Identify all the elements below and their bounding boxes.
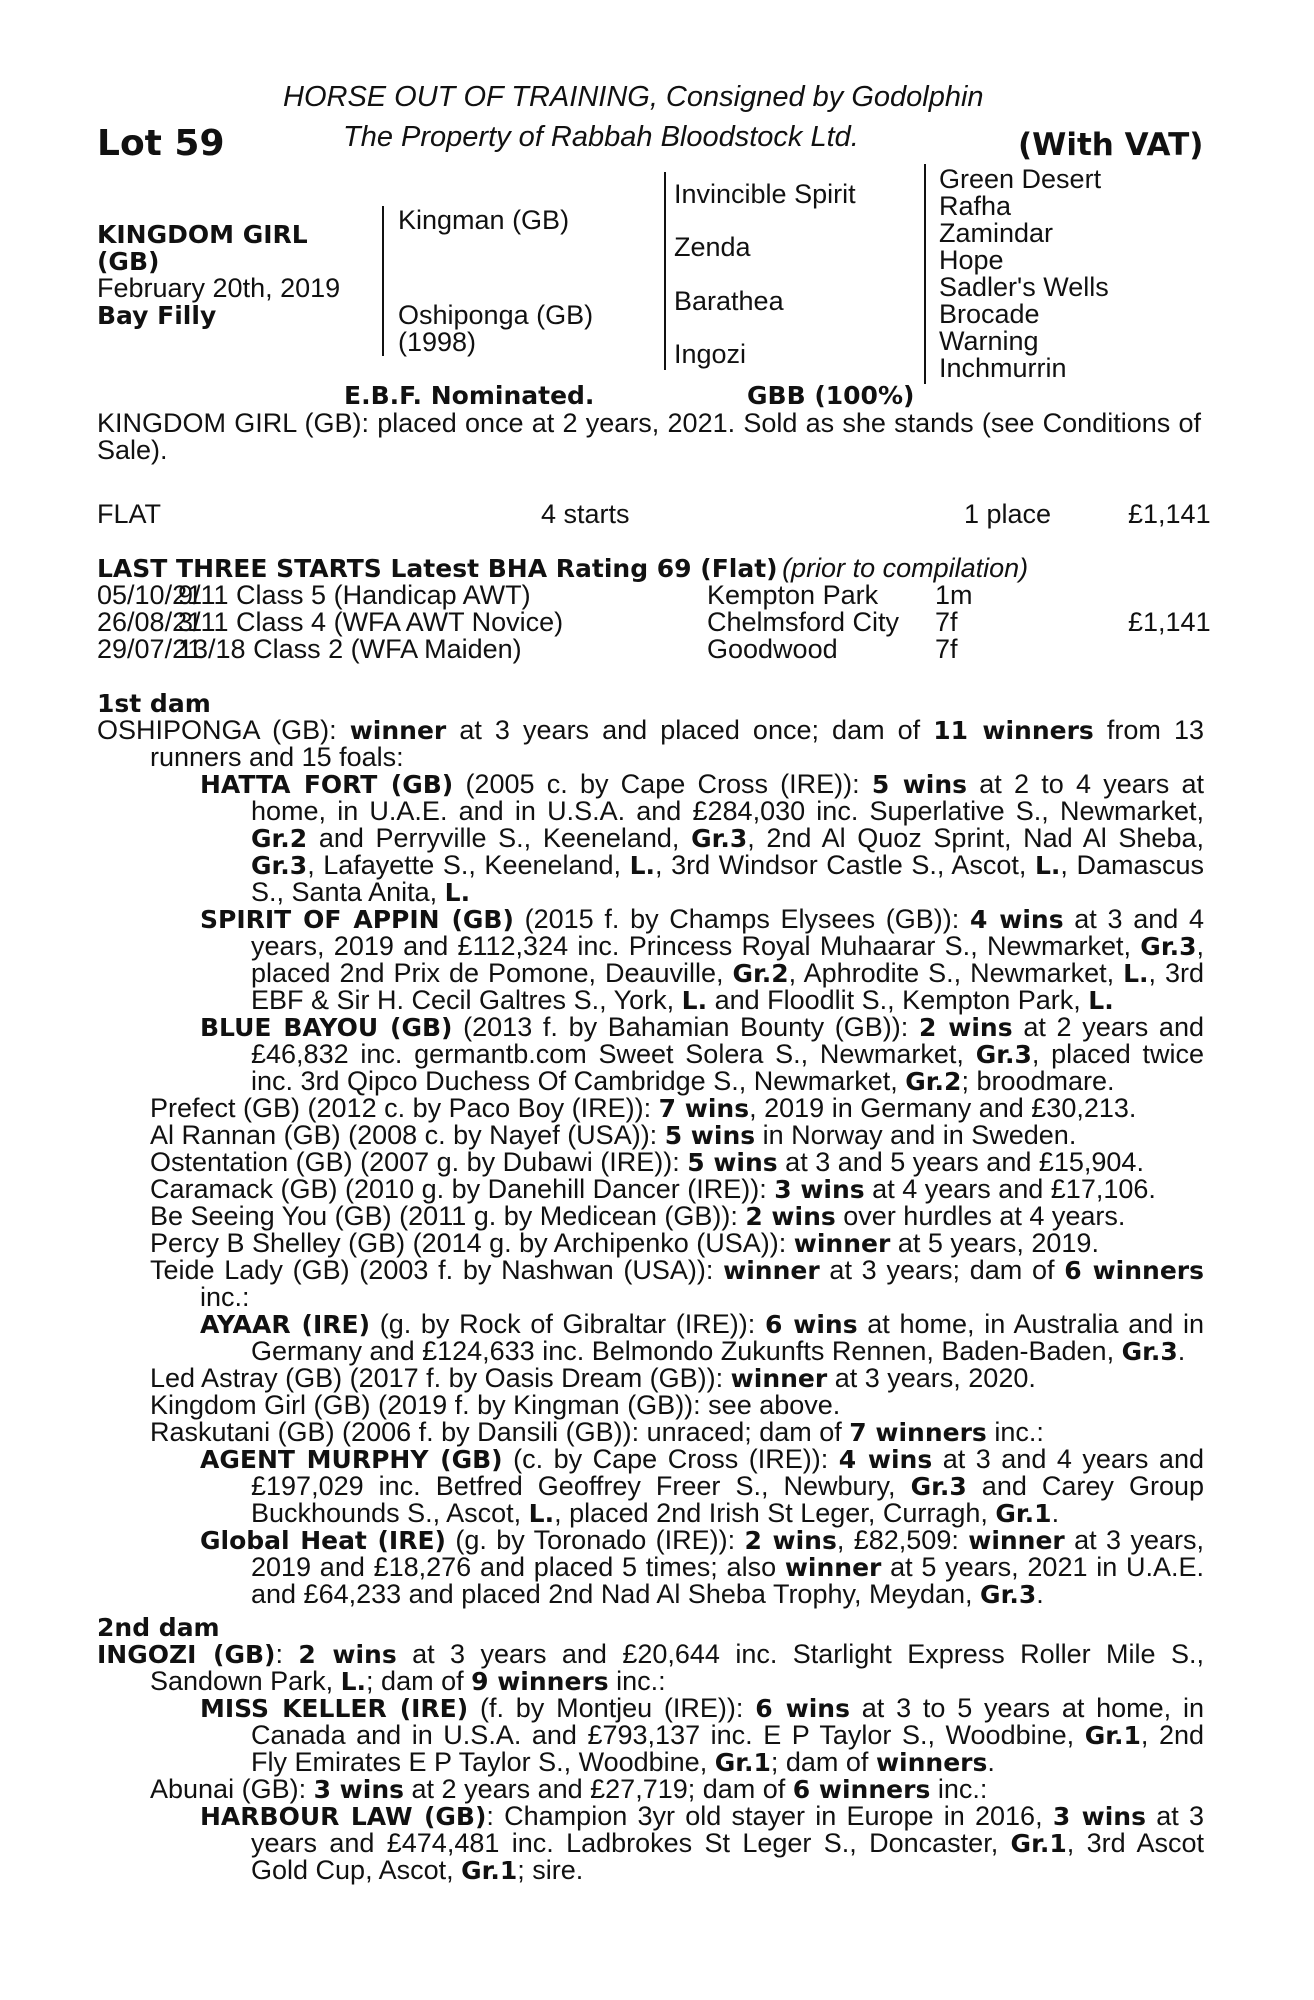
bold-text: 6 wins	[755, 1694, 850, 1723]
dam-year: (1998)	[398, 327, 477, 357]
bold-text: 7 wins	[658, 1094, 750, 1123]
bold-text: 2 wins	[744, 1526, 837, 1555]
bold-text: L.	[681, 986, 708, 1015]
bold-text: Gr.1	[461, 1856, 518, 1885]
bold-text: SPIRIT OF APPIN (GB)	[200, 905, 514, 934]
start-race: 3/11 Class 4 (WFA AWT Novice)	[178, 607, 564, 637]
horse-description: Bay Filly	[97, 301, 217, 330]
bold-text: L.	[340, 1667, 367, 1696]
bold-text: Gr.1	[995, 1499, 1052, 1528]
bold-text: winners	[875, 1748, 988, 1777]
second-dam-heading: 2nd dam	[97, 1613, 220, 1642]
bold-text: Gr.3	[251, 851, 308, 880]
last-starts-heading: LAST THREE STARTS Latest BHA Rating 69 (Flat)	[97, 554, 778, 583]
bold-text: Gr.3	[975, 1040, 1032, 1069]
g3-7: Warning	[939, 326, 1039, 356]
bold-text: 4 wins	[838, 1445, 933, 1474]
property-line: The Property of Rabbah Bloodstock Ltd.	[343, 121, 859, 153]
bold-text: Gr.3	[1140, 932, 1197, 961]
start-race: 9/11 Class 5 (Handicap AWT)	[178, 580, 531, 610]
bold-text: INGOZI (GB)	[97, 1640, 276, 1669]
record-starts: 4 starts	[541, 499, 630, 529]
g3-1: Green Desert	[939, 164, 1102, 194]
progeny-entry: Global Heat (IRE) (g. by Toronado (IRE)): 2 wins, £82,509: winner at 3 years, 2019 and £18,276 and placed 5 times; also winner at 5 years, 2021 in U.A.E. and £64,233 and placed 2nd Nad Al Sheba Trophy, Meydan, Gr.3.	[200, 1525, 1204, 1609]
start-dist: 7f	[935, 634, 958, 664]
bold-text: Gr.2	[251, 824, 308, 853]
bold-text: winner	[723, 1256, 820, 1285]
bold-text: 2 wins	[745, 1202, 836, 1231]
bold-text: 7 winners	[849, 1418, 987, 1447]
sire-sire: Invincible Spirit	[674, 179, 856, 209]
progeny-entry: Percy B Shelley (GB) (2014 g. by Archipenko (USA)): winner at 5 years, 2019.	[150, 1228, 1099, 1258]
progeny-entry: Led Astray (GB) (2017 f. by Oasis Dream (GB)): winner at 3 years, 2020.	[150, 1363, 1036, 1393]
start-dist: 7f	[935, 607, 958, 637]
lot-number: Lot 59	[97, 123, 225, 164]
bold-text: L.	[528, 1499, 555, 1528]
bold-text: winner	[730, 1364, 828, 1393]
progeny-entry: Al Rannan (GB) (2008 c. by Nayef (USA)): 5 wins in Norway and in Sweden.	[150, 1120, 1077, 1150]
start-dist: 1m	[935, 580, 973, 610]
dam: Oshiponga (GB)	[398, 300, 594, 330]
start-date: 05/10/21	[97, 580, 203, 610]
progeny-entry: Abunai (GB): 3 wins at 2 years and £27,719; dam of 6 winners inc.:	[150, 1774, 988, 1804]
start-race: 13/18 Class 2 (WFA Maiden)	[178, 634, 522, 664]
bold-text: 3 wins	[1052, 1802, 1146, 1831]
summary: KINGDOM GIRL (GB): placed once at 2 years, 2021. Sold as she stands (see Conditions of Sale).	[97, 408, 1201, 465]
progeny-entry: Prefect (GB) (2012 c. by Paco Boy (IRE)): 7 wins, 2019 in Germany and £30,213.	[150, 1093, 1137, 1123]
progeny-entry: SPIRIT OF APPIN (GB) (2015 f. by Champs Elysees (GB)): 4 wins at 3 and 4 years, 2019 and £112,324 inc. Princess Royal Muhaarar S., Newmarket, Gr.3, placed 2nd Prix de Pomone, Deauville, Gr.2, Aphrodite S., Newmarket, L., 3rd EBF & Sir H. Cecil Galtres S., York, L. and Floodlit S., Kempton Park, L.	[200, 904, 1205, 1015]
record-type: FLAT	[97, 499, 162, 529]
bold-text: Gr.3	[910, 1472, 967, 1501]
bold-text: 6 winners	[1064, 1256, 1204, 1285]
bold-text: Global Heat (IRE)	[200, 1526, 446, 1555]
bold-text: winner	[349, 716, 447, 745]
bold-text: Gr.1	[1084, 1721, 1141, 1750]
bold-text: Gr.3	[691, 824, 748, 853]
bold-text: winner	[968, 1526, 1065, 1555]
bold-text: 2 wins	[918, 1013, 1013, 1042]
bold-text: MISS KELLER (IRE)	[200, 1694, 469, 1723]
progeny-entry: Be Seeing You (GB) (2011 g. by Medicean (GB)): 2 wins over hurdles at 4 years.	[150, 1201, 1126, 1231]
g3-3: Zamindar	[939, 218, 1054, 248]
bold-text: 3 wins	[774, 1175, 865, 1204]
gbb-status: GBB (100%)	[747, 381, 915, 410]
record-places: 1 place	[964, 499, 1052, 529]
bold-text: Gr.1	[714, 1748, 771, 1777]
g3-2: Rafha	[939, 191, 1012, 221]
pedigree-divider-1	[382, 206, 384, 356]
progeny-entry: MISS KELLER (IRE) (f. by Montjeu (IRE)): 6 wins at 3 to 5 years at home, in Canada and in U.S.A. and £793,137 inc. E P Taylor S., Woodbine, Gr.1, 2nd Fly Emirates E P Taylor S., Woodbine, Gr.1; dam of winners.	[200, 1693, 1204, 1777]
progeny-entry: HARBOUR LAW (GB): Champion 3yr old stayer in Europe in 2016, 3 wins at 3 years and £474,481 inc. Ladbrokes St Leger S., Doncaster, Gr.1, 3rd Ascot Gold Cup, Ascot, Gr.1; sire.	[200, 1801, 1204, 1885]
g3-6: Brocade	[939, 299, 1040, 329]
dam-sire: Barathea	[674, 286, 784, 316]
bold-text: 6 wins	[764, 1310, 858, 1339]
bold-text: L.	[1123, 959, 1149, 988]
bold-text: Gr.2	[905, 1067, 962, 1096]
bold-text: L.	[629, 851, 656, 880]
bold-text: Gr.3	[1121, 1337, 1178, 1366]
pedigree-divider-2	[664, 172, 666, 370]
bold-text: 5 wins	[687, 1148, 778, 1177]
progeny-entry: AYAAR (IRE) (g. by Rock of Gibraltar (IRE)): 6 wins at home, in Australia and in Germany and £124,633 inc. Belmondo Zukunfts Rennen, Baden-Baden, Gr.3.	[200, 1309, 1204, 1366]
horse-country: (GB)	[97, 247, 160, 276]
pedigree-divider-3	[924, 164, 926, 384]
consignor-line: HORSE OUT OF TRAINING, Consigned by Godolphin	[283, 81, 984, 113]
progeny-entry: AGENT MURPHY (GB) (c. by Cape Cross (IRE)): 4 wins at 3 and 4 years and £197,029 inc. Betfred Geoffrey Freer S., Newbury, Gr.3 and Carey Group Buckhounds S., Ascot, L., placed 2nd Irish St Leger, Curragh, Gr.1.	[200, 1444, 1204, 1528]
g3-5: Sadler's Wells	[939, 272, 1109, 302]
foaling-date: February 20th, 2019	[97, 273, 341, 303]
start-course: Kempton Park	[707, 580, 879, 610]
ebf-nominated: E.B.F. Nominated.	[344, 381, 595, 410]
sire: Kingman (GB)	[398, 205, 570, 235]
sire-dam: Zenda	[674, 232, 751, 262]
bold-text: 11 winners	[933, 716, 1094, 745]
progeny-entry: Raskutani (GB) (2006 f. by Dansili (GB)): unraced; dam of 7 winners inc.:	[150, 1417, 1044, 1447]
bold-text: L.	[444, 878, 471, 907]
progeny-entry: HATTA FORT (GB) (2005 c. by Cape Cross (IRE)): 5 wins at 2 to 4 years at home, in U.A.E. and in U.S.A. and £284,030 inc. Superlative S., Newmarket, Gr.2 and Perryville S., Keeneland, Gr.3, 2nd Al Quoz Sprint, Nad Al Sheba, Gr.3, Lafayette S., Keeneland, L., 3rd Windsor Castle S., Ascot, L., Damascus S., Santa Anita, L.	[200, 769, 1205, 907]
vat-label: (With VAT)	[1018, 127, 1204, 163]
bold-text: Gr.1	[1010, 1829, 1067, 1858]
record-prize: £1,141	[1128, 499, 1211, 529]
g3-8: Inchmurrin	[939, 353, 1067, 383]
start-prize: £1,141	[1128, 607, 1211, 637]
start-date: 26/08/21	[97, 607, 203, 637]
bold-text: 2 wins	[298, 1640, 397, 1669]
progeny-entry: Kingdom Girl (GB) (2019 f. by Kingman (GB)): see above.	[150, 1390, 841, 1420]
start-course: Goodwood	[707, 634, 838, 664]
bold-text: HATTA FORT (GB)	[200, 770, 454, 799]
bold-text: AGENT MURPHY (GB)	[200, 1445, 503, 1474]
dam-dam: Ingozi	[674, 339, 747, 369]
bold-text: 6 winners	[792, 1775, 931, 1804]
bold-text: 5 wins	[664, 1121, 756, 1150]
bold-text: winner	[784, 1553, 882, 1582]
first-dam-heading: 1st dam	[97, 689, 211, 718]
start-date: 29/07/21	[97, 634, 203, 664]
bold-text: AYAAR (IRE)	[200, 1310, 370, 1339]
bold-text: Gr.3	[980, 1580, 1037, 1609]
bold-text: 4 wins	[969, 905, 1064, 934]
g3-4: Hope	[939, 245, 1004, 275]
progeny-entry: Teide Lady (GB) (2003 f. by Nashwan (USA)): winner at 3 years; dam of 6 winners inc.:	[150, 1255, 1204, 1312]
bold-text: winner	[793, 1229, 891, 1258]
bold-text: HARBOUR LAW (GB)	[200, 1802, 487, 1831]
dam-intro: OSHIPONGA (GB): winner at 3 years and placed once; dam of 11 winners from 13 runners and 15 foals:	[97, 715, 1204, 772]
last-starts-note: (prior to compilation)	[782, 553, 1029, 583]
bold-text: 9 winners	[471, 1667, 609, 1696]
progeny-entry: BLUE BAYOU (GB) (2013 f. by Bahamian Bounty (GB)): 2 wins at 2 years and £46,832 inc. germantb.com Sweet Solera S., Newmarket, Gr.3, placed twice inc. 3rd Qipco Duchess Of Cambridge S., Newmarket, Gr.2; broodmare.	[200, 1012, 1204, 1096]
progeny-entry: Ostentation (GB) (2007 g. by Dubawi (IRE)): 5 wins at 3 and 5 years and £15,904.	[150, 1147, 1144, 1177]
bold-text: 5 wins	[871, 770, 968, 799]
bold-text: 3 wins	[313, 1775, 405, 1804]
progeny-entry: Caramack (GB) (2010 g. by Danehill Dancer (IRE)): 3 wins at 4 years and £17,106.	[150, 1174, 1156, 1204]
bold-text: BLUE BAYOU (GB)	[200, 1013, 453, 1042]
dam-intro: INGOZI (GB): 2 wins at 3 years and £20,644 inc. Starlight Express Roller Mile S., Sandown Park, L.; dam of 9 winners inc.:	[97, 1639, 1204, 1696]
horse-name: KINGDOM GIRL	[97, 220, 308, 249]
bold-text: L.	[1088, 986, 1114, 1015]
start-course: Chelmsford City	[707, 607, 900, 637]
bold-text: Gr.2	[732, 959, 789, 988]
bold-text: L.	[1034, 851, 1061, 880]
